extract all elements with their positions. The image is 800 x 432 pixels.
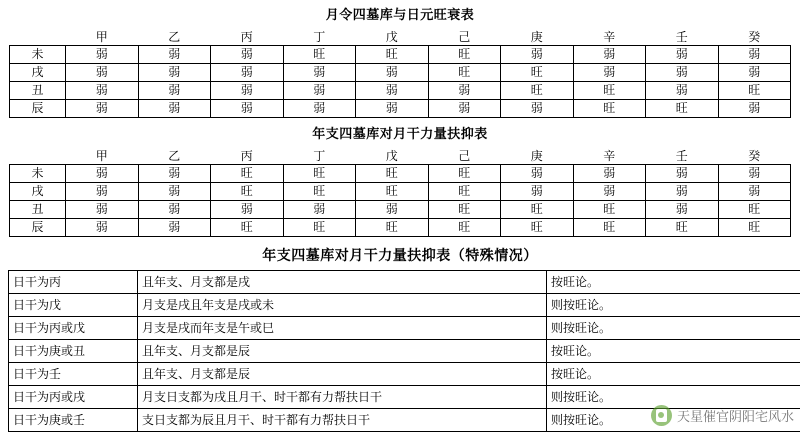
condition-cell: 日干为戊: [9, 294, 138, 317]
result-cell: 则按旺论。: [547, 294, 800, 317]
column-header: 甲: [95, 148, 108, 163]
leaf-circle-icon: [651, 405, 672, 426]
table-cell: 弱: [646, 82, 719, 100]
result-cell: 则按旺论。: [547, 409, 800, 432]
column-header: 戊: [385, 29, 398, 44]
table-cell: 弱: [428, 82, 501, 100]
table-year-branch-support: [9, 148, 791, 237]
column-header: 丙: [240, 148, 253, 163]
column-header: 壬: [675, 148, 688, 163]
table-cell: 弱: [573, 165, 646, 183]
table-cell: 弱: [283, 201, 356, 219]
table-cell: 弱: [428, 100, 501, 118]
result-cell: 按旺论。: [547, 363, 800, 386]
table-monthly-tomb-vault: [9, 29, 791, 118]
detail-cell: 月支是戌且年支是戌或未: [138, 294, 547, 317]
table-cell: 旺: [428, 46, 501, 64]
table-row: [10, 219, 791, 237]
condition-cell: 日干为庚或壬: [9, 409, 138, 432]
detail-cell: 且年支、月支都是戌: [138, 271, 547, 294]
table-cell: 弱: [138, 64, 211, 82]
table-row: [10, 100, 791, 118]
table-cell: 弱: [138, 46, 211, 64]
table-cell: 弱: [501, 46, 574, 64]
table-cell: 弱: [211, 201, 284, 219]
table-cell: 弱: [66, 201, 139, 219]
result-cell: 则按旺论。: [547, 386, 800, 409]
table-cell: 旺: [356, 165, 429, 183]
table-cell: 弱: [356, 64, 429, 82]
row-label: 辰: [10, 219, 66, 237]
table-cell: 弱: [501, 183, 574, 201]
table-cell: 旺: [283, 46, 356, 64]
table-row: [9, 317, 800, 340]
result-cell: 按旺论。: [547, 340, 800, 363]
table-cell: 旺: [211, 165, 284, 183]
table-cell: 弱: [718, 165, 791, 183]
table-cell: 弱: [356, 201, 429, 219]
table-cell: 弱: [356, 82, 429, 100]
row-label: 辰: [10, 100, 66, 118]
table-cell: 旺: [646, 219, 719, 237]
table-cell: 弱: [211, 82, 284, 100]
table-cell: 旺: [573, 82, 646, 100]
table-row: [10, 201, 791, 219]
page-title-table2: 年支四墓库对月干力量扶抑表: [312, 127, 488, 142]
table-cell: 弱: [646, 183, 719, 201]
column-header: 甲: [95, 29, 108, 44]
column-header: 癸: [748, 148, 761, 163]
column-header: 丁: [313, 148, 326, 163]
column-header: 庚: [530, 148, 543, 163]
table-cell: 弱: [66, 82, 139, 100]
table-cell: 旺: [573, 219, 646, 237]
table-cell: 弱: [66, 100, 139, 118]
table-cell: 旺: [501, 64, 574, 82]
table-cell: 旺: [718, 201, 791, 219]
table-row: [9, 294, 800, 317]
table-row: [9, 271, 800, 294]
table-cell: 旺: [283, 183, 356, 201]
table-cell: 弱: [283, 64, 356, 82]
table-cell: 旺: [211, 183, 284, 201]
detail-cell: 且年支、月支都是辰: [138, 363, 547, 386]
column-header: 壬: [675, 29, 688, 44]
table-row: [9, 340, 800, 363]
table-cell: 旺: [573, 201, 646, 219]
table-row: [10, 64, 791, 82]
condition-cell: 日干为丙或戊: [9, 317, 138, 340]
table-row: [9, 363, 800, 386]
table-cell: 弱: [66, 46, 139, 64]
table-cell: 弱: [211, 46, 284, 64]
condition-cell: 日干为丙: [9, 271, 138, 294]
table-cell: 旺: [428, 219, 501, 237]
table-cell: 弱: [573, 64, 646, 82]
detail-cell: 月支日支都为戌且月干、时干都有力帮扶日干: [138, 386, 547, 409]
table-cell: 旺: [501, 82, 574, 100]
table-cell: 弱: [573, 46, 646, 64]
row-label: 丑: [10, 82, 66, 100]
table-cell: 弱: [718, 46, 791, 64]
table-cell: 弱: [283, 82, 356, 100]
column-header: 辛: [603, 29, 616, 44]
watermark: [651, 405, 794, 426]
table-cell: 旺: [718, 219, 791, 237]
table-cell: 弱: [718, 64, 791, 82]
table-row: [10, 82, 791, 100]
table-row: [10, 165, 791, 183]
table-cell: 弱: [718, 100, 791, 118]
row-label: 未: [10, 46, 66, 64]
table-cell: 旺: [356, 183, 429, 201]
table-cell: 旺: [428, 201, 501, 219]
table-cell: 旺: [283, 219, 356, 237]
table-corner-cell: [10, 29, 66, 46]
table-cell: 旺: [573, 100, 646, 118]
table-cell: 弱: [718, 183, 791, 201]
table-cell: 旺: [501, 219, 574, 237]
table-cell: 弱: [211, 64, 284, 82]
condition-cell: 日干为庚或丑: [9, 340, 138, 363]
table-cell: 弱: [138, 82, 211, 100]
table-cell: 旺: [428, 183, 501, 201]
column-header: 庚: [530, 29, 543, 44]
detail-cell: 且年支、月支都是辰: [138, 340, 547, 363]
table-cell: 弱: [573, 183, 646, 201]
column-header: 己: [458, 148, 471, 163]
table-cell: 弱: [646, 165, 719, 183]
table-cell: 弱: [138, 165, 211, 183]
column-header: 乙: [168, 148, 181, 163]
table-cell: 旺: [356, 46, 429, 64]
table-row: [10, 148, 791, 165]
column-header: 辛: [603, 148, 616, 163]
column-header: 己: [458, 29, 471, 44]
row-label: 戌: [10, 64, 66, 82]
column-header: 癸: [748, 29, 761, 44]
detail-cell: 月支是戌而年支是午或巳: [138, 317, 547, 340]
table-cell: 弱: [211, 100, 284, 118]
page-title-table3: 年支四墓库对月干力量扶抑表（特殊情况）: [262, 248, 538, 264]
table-cell: 旺: [646, 100, 719, 118]
table-cell: 弱: [138, 100, 211, 118]
detail-cell: 支日支都为辰且月干、时干都有力帮扶日干: [138, 409, 547, 432]
table-row: [10, 29, 791, 46]
table-cell: 弱: [501, 100, 574, 118]
table-cell: 弱: [646, 46, 719, 64]
table-cell: 弱: [138, 219, 211, 237]
row-label: 戌: [10, 183, 66, 201]
row-label: 未: [10, 165, 66, 183]
table-cell: 旺: [356, 219, 429, 237]
condition-cell: 日干为壬: [9, 363, 138, 386]
table-cell: 旺: [501, 201, 574, 219]
table-cell: 弱: [501, 165, 574, 183]
watermark-label: 天星催官阴阳宅风水: [676, 410, 794, 425]
table-row: [10, 46, 791, 64]
table-cell: 弱: [66, 219, 139, 237]
table-cell: 旺: [428, 64, 501, 82]
table-cell: 旺: [428, 165, 501, 183]
table-cell: 弱: [138, 183, 211, 201]
table-cell: 弱: [66, 183, 139, 201]
table-cell: 弱: [138, 201, 211, 219]
result-cell: 按旺论。: [547, 271, 800, 294]
row-label: 丑: [10, 201, 66, 219]
column-header: 戊: [385, 148, 398, 163]
column-header: 丁: [313, 29, 326, 44]
column-header: 乙: [168, 29, 181, 44]
table-row: [10, 183, 791, 201]
table-cell: 弱: [356, 100, 429, 118]
condition-cell: 日干为丙或戌: [9, 386, 138, 409]
table-cell: 弱: [646, 64, 719, 82]
table-cell: 弱: [646, 201, 719, 219]
column-header: 丙: [240, 29, 253, 44]
table-corner-cell: [10, 148, 66, 165]
table-cell: 旺: [211, 219, 284, 237]
table-cell: 弱: [283, 100, 356, 118]
table-cell: 旺: [283, 165, 356, 183]
result-cell: 则按旺论。: [547, 317, 800, 340]
table-cell: 弱: [66, 64, 139, 82]
table-cell: 旺: [718, 82, 791, 100]
page-title-table1: 月令四墓库与日元旺衰表: [325, 8, 475, 23]
table-cell: 弱: [66, 165, 139, 183]
